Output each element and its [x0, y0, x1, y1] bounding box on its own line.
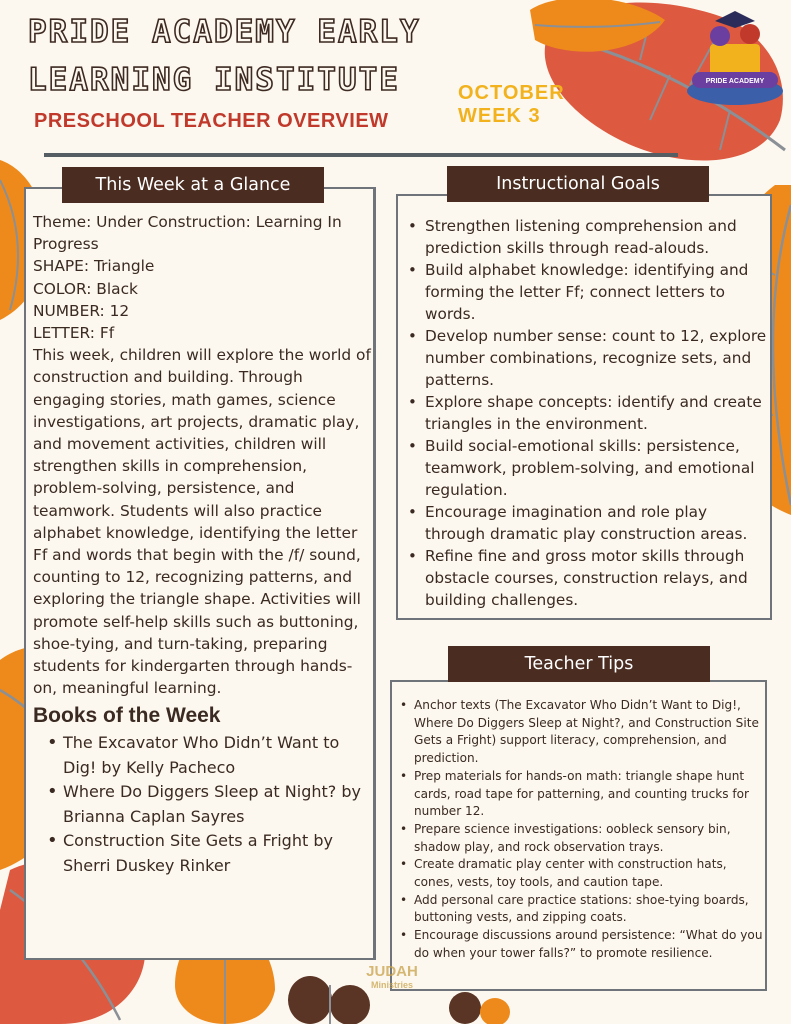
book-item: • Where Do Diggers Sleep at Night? by Brianna Caplan Sayres [47, 780, 373, 829]
page-subtitle: PRESCHOOL TEACHER OVERVIEW [34, 110, 389, 132]
goal-item: • Encourage imagination and role play through dramatic play construction areas. [403, 501, 767, 545]
tip-item: • Encourage discussions around persistence: “What do you do when your tower falls?” to promote resilience. [395, 927, 763, 962]
week-description: This week, children will explore the world of construction and building. Through engaging stories, math games, science investigations, art projects, dramatic play, and movement activities, children will strengthen skills in comprehension, problem-solving, persistence, and teamwork. Students will also practice alphabet knowledge, identifying the letter Ff and words that begin with the /f/ sound, counting to 12, recognizing patterns, and exploring the triangle shape. Activities will promote self-help skills such as buttoning, shoe-tying, and turn-taking, preparing students for kindergarten through hands-on, meaningful learning. [33, 346, 371, 698]
tip-item: • Prep materials for hands-on math: triangle shape hunt cards, road tape for patterning, and counting trucks for number 12. [395, 768, 763, 821]
letter-text: LETTER: Ff [33, 324, 115, 343]
goal-item: • Explore shape concepts: identify and create triangles in the environment. [403, 391, 767, 435]
color-text: COLOR: Black [33, 279, 138, 298]
books-heading: Books of the Week [33, 704, 221, 728]
goals-list [403, 215, 767, 611]
watermark-line-1: JUDAH [366, 963, 418, 980]
glance-body [33, 211, 373, 878]
shape-text: SHAPE: Triangle [33, 257, 155, 276]
tip-item: • Prepare science investigations: oobleck sensory bin, shadow play, and rock observation trays. [395, 821, 763, 856]
goal-item: • Build alphabet knowledge: identifying and forming the letter Ff; connect letters to words. [403, 259, 767, 325]
week-label: WEEK 3 [458, 105, 541, 127]
glance-heading: This Week at a Glance [62, 167, 324, 203]
goal-item: • Build social-emotional skills: persistence, teamwork, problem-solving, and emotional regulation. [403, 435, 767, 501]
watermark-line-2: Ministries [370, 980, 413, 990]
leaf-orange-top-icon [520, 0, 670, 60]
goal-item: • Strengthen listening comprehension and prediction skills through read-alouds. [403, 215, 767, 259]
logo-text: PRIDE ACADEMY [705, 78, 765, 85]
page-title-line-2: LEARNING INSTITUTE [28, 62, 400, 98]
judah-ministries-watermark [362, 964, 422, 1014]
month-label: OCTOBER [458, 82, 565, 104]
book-item: • Construction Site Gets a Fright by Sherri Duskey Rinker [47, 829, 373, 878]
page-title-line-1: PRIDE ACADEMY EARLY [28, 14, 421, 50]
books-list [47, 731, 373, 878]
theme-text: Theme: Under Construction: Learning In Progress [33, 213, 342, 254]
book-item: • The Excavator Who Didn’t Want to Dig! by Kelly Pacheco [47, 731, 373, 780]
goal-item: • Refine fine and gross motor skills through obstacle courses, construction relays, and building challenges. [403, 545, 767, 611]
tip-item: • Add personal care practice stations: shoe-tying boards, buttoning vests, and zipping coats. [395, 892, 763, 927]
school-logo-icon [680, 6, 790, 116]
header-divider [44, 153, 678, 157]
tips-list [395, 697, 763, 963]
number-text: NUMBER: 12 [33, 301, 130, 320]
tip-item: • Create dramatic play center with construction hats, cones, vests, toy tools, and caution tape. [395, 856, 763, 891]
month-week-label [458, 82, 565, 128]
tips-heading: Teacher Tips [448, 646, 710, 682]
goal-item: • Develop number sense: count to 12, explore number combinations, recognize sets, and patterns. [403, 325, 767, 391]
goals-heading: Instructional Goals [447, 166, 709, 202]
tip-item: • Anchor texts (The Excavator Who Didn’t Want to Dig!, Where Do Diggers Sleep at Night?, and Construction Site Gets a Fright) support literacy, comprehension, and prediction. [395, 697, 763, 768]
